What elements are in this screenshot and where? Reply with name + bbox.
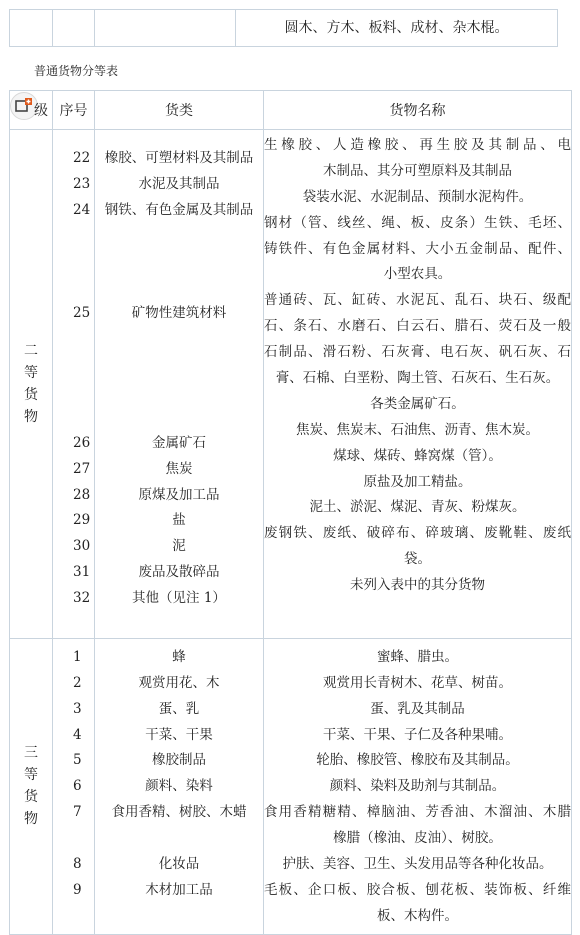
grade-label-third bbox=[10, 638, 53, 934]
seq-number bbox=[53, 224, 94, 250]
seq-cell bbox=[53, 10, 95, 47]
seq-number: 30 bbox=[73, 538, 91, 555]
goods-name-line: 颜料、染料及助剂与其制品。 bbox=[329, 778, 506, 795]
seq-number: 7 bbox=[73, 804, 82, 821]
category-column-second bbox=[95, 130, 264, 639]
seq-number bbox=[53, 826, 94, 852]
goods-name-line: 轮胎、橡胶管、橡胶布及其制品。 bbox=[316, 752, 519, 769]
seq-number bbox=[53, 353, 94, 379]
grade-cell bbox=[10, 10, 53, 47]
category-column-third bbox=[95, 638, 264, 934]
category-label bbox=[95, 405, 263, 431]
category-label: 橡胶制品 bbox=[152, 752, 206, 769]
seq-number: 6 bbox=[73, 778, 82, 795]
goods-name-line: 食用香精糖精、樟脑油、芳香油、木溜油、木腊 bbox=[264, 804, 571, 821]
goods-name-line: 钢材（管、线丝、绳、板、皮条）生铁、毛坯、 bbox=[264, 214, 571, 231]
seq-number bbox=[53, 133, 94, 146]
seq-number: 22 bbox=[73, 150, 91, 166]
category-label: 金属矿石 bbox=[152, 434, 206, 451]
goods-name-line: 泥土、淤泥、煤泥、青灰、粉煤灰。 bbox=[309, 499, 526, 516]
goods-name-line: 普通砖、瓦、缸砖、水泥瓦、乱石、块石、级配 bbox=[264, 292, 571, 309]
goods-name-line: 生橡胶、人造橡胶、再生胶及其制品、电 bbox=[264, 137, 571, 153]
category-label bbox=[95, 224, 263, 250]
goods-name-line: 小型农具。 bbox=[383, 266, 452, 283]
category-label: 化妆品 bbox=[158, 856, 200, 873]
category-label: 盐 bbox=[172, 512, 186, 529]
table-caption: 普通货物分等表 bbox=[34, 64, 119, 78]
goods-name-line: 蛋、乳及其制品 bbox=[370, 700, 465, 717]
goods-name-line: 未列入表中的其分货物 bbox=[350, 577, 485, 594]
category-label bbox=[95, 612, 263, 638]
category-label: 食用香精、树胶、木蜡 bbox=[111, 804, 247, 821]
second-grade-row bbox=[10, 130, 572, 639]
category-label bbox=[95, 353, 263, 379]
category-label: 矿物性建筑材料 bbox=[131, 305, 227, 322]
header-names: 货物名称 bbox=[264, 91, 572, 130]
seq-number: 3 bbox=[73, 700, 82, 717]
seq-number bbox=[53, 275, 94, 301]
table-row bbox=[10, 10, 558, 47]
goods-name-line bbox=[264, 599, 571, 625]
seq-number: 2 bbox=[73, 674, 82, 691]
goods-name-line: 膏、石棉、白垩粉、陶土管、石灰石、生石灰。 bbox=[275, 370, 560, 387]
names-column-second bbox=[264, 130, 572, 639]
goods-name-line: 蜜蜂、腊虫。 bbox=[377, 648, 458, 665]
goods-name-line: 袋装水泥、水泥制品、预制水泥构件。 bbox=[302, 188, 533, 205]
grade-char: 等 bbox=[24, 767, 38, 784]
category-label bbox=[95, 133, 263, 146]
goods-name-line: 铸铁件、有色金属材料、大小五金制品、配件、 bbox=[264, 240, 571, 257]
category-label bbox=[95, 327, 263, 353]
category-label: 颜料、染料 bbox=[145, 778, 213, 795]
grade-char: 三 bbox=[24, 745, 38, 762]
names-column-third bbox=[264, 638, 572, 934]
goods-name-line: 干菜、干果、子仁及各种果哺。 bbox=[323, 726, 512, 743]
grade-label-second bbox=[10, 130, 53, 639]
category-label: 泥 bbox=[172, 538, 186, 555]
category-label: 观赏用花、木 bbox=[138, 674, 220, 691]
category-label: 木材加工品 bbox=[145, 881, 213, 898]
seq-number: 1 bbox=[73, 648, 82, 665]
goods-name-cell: 圆木、方木、板料、成材、杂木棍。 bbox=[236, 10, 558, 47]
category-label: 其他（见注 1） bbox=[132, 590, 226, 607]
seq-number: 32 bbox=[73, 590, 91, 607]
goods-name-line: 煤球、煤砖、蜂窝煤（管）。 bbox=[333, 447, 502, 464]
seq-number: 9 bbox=[73, 881, 82, 898]
goods-name-line: 橡腊（橡油、皮油）、树胶。 bbox=[333, 830, 502, 847]
category-cell bbox=[95, 10, 236, 47]
seq-number: 5 bbox=[73, 752, 82, 769]
category-label bbox=[95, 275, 263, 301]
category-label bbox=[95, 250, 263, 276]
grade-char: 二 bbox=[24, 342, 38, 359]
category-label: 废品及散碎品 bbox=[138, 564, 220, 581]
goods-name-line: 石制品、滑石粉、石灰膏、电石灰、矾石灰、石 bbox=[264, 344, 571, 361]
seq-number bbox=[53, 904, 94, 930]
goods-name-line: 木制品、其分可塑原料及其制品 bbox=[323, 162, 512, 179]
category-label bbox=[95, 904, 263, 930]
seq-number: 27 bbox=[73, 460, 91, 477]
goods-name-line: 袋。 bbox=[404, 551, 431, 568]
seq-number bbox=[53, 250, 94, 276]
seq-number: 25 bbox=[73, 305, 91, 322]
category-label bbox=[95, 379, 263, 405]
goods-name-line: 石、条石、水磨石、白云石、腊石、荧石及一般 bbox=[264, 318, 571, 335]
seq-number bbox=[53, 379, 94, 405]
category-label: 蜂 bbox=[172, 648, 186, 665]
grade-char: 等 bbox=[24, 364, 38, 381]
third-grade-row bbox=[10, 638, 572, 934]
seq-number: 8 bbox=[73, 856, 82, 873]
grade-char: 货 bbox=[24, 386, 38, 403]
seq-number: 24 bbox=[73, 201, 91, 218]
goods-name-line: 护肤、美容、卫生、头发用品等各种化妆品。 bbox=[282, 856, 553, 873]
seq-number: 28 bbox=[73, 486, 91, 503]
seq-column-second bbox=[53, 130, 95, 639]
seq-column-third bbox=[53, 638, 95, 934]
seq-number: 26 bbox=[73, 434, 91, 451]
goods-name-line: 各类金属矿石。 bbox=[370, 395, 465, 412]
goods-name-line: 焦炭、焦炭末、石油焦、沥青、焦木炭。 bbox=[296, 421, 539, 438]
goods-grade-table bbox=[9, 90, 572, 935]
seq-number: 4 bbox=[73, 726, 82, 743]
header-seq: 序号 bbox=[53, 91, 95, 130]
header-grade: 级 bbox=[10, 91, 53, 130]
grade-char: 物 bbox=[24, 408, 38, 425]
category-label: 原煤及加工品 bbox=[138, 486, 220, 503]
goods-name-line: 原盐及加工精盐。 bbox=[363, 473, 472, 490]
category-label: 蛋、乳 bbox=[158, 700, 200, 717]
goods-name-line: 观赏用长青树木、花草、树苗。 bbox=[323, 674, 512, 691]
seq-number bbox=[53, 612, 94, 638]
category-label: 水泥及其制品 bbox=[138, 175, 220, 192]
seq-number bbox=[53, 327, 94, 353]
category-label bbox=[95, 826, 263, 852]
seq-number: 29 bbox=[73, 512, 91, 529]
goods-name-line: 毛板、企口板、胶合板、刨花板、装饰板、纤维 bbox=[264, 881, 571, 898]
seq-number: 31 bbox=[73, 564, 91, 581]
category-label: 干菜、干果 bbox=[145, 726, 213, 743]
seq-number: 23 bbox=[73, 175, 91, 192]
table-header-row bbox=[10, 91, 572, 130]
seq-number bbox=[53, 405, 94, 431]
category-label: 钢铁、有色金属及其制品 bbox=[104, 201, 254, 218]
category-label: 焦炭 bbox=[165, 460, 193, 477]
previous-table-fragment bbox=[9, 9, 558, 47]
goods-name-line: 板、木构件。 bbox=[377, 907, 458, 924]
category-label: 橡胶、可塑材料及其制品 bbox=[104, 150, 254, 166]
grade-char: 货 bbox=[24, 789, 38, 806]
header-category: 货类 bbox=[95, 91, 264, 130]
grade-char: 物 bbox=[24, 811, 38, 828]
goods-name-line: 废钢铁、废纸、破碎布、碎玻璃、废靴鞋、废纸 bbox=[264, 525, 571, 542]
